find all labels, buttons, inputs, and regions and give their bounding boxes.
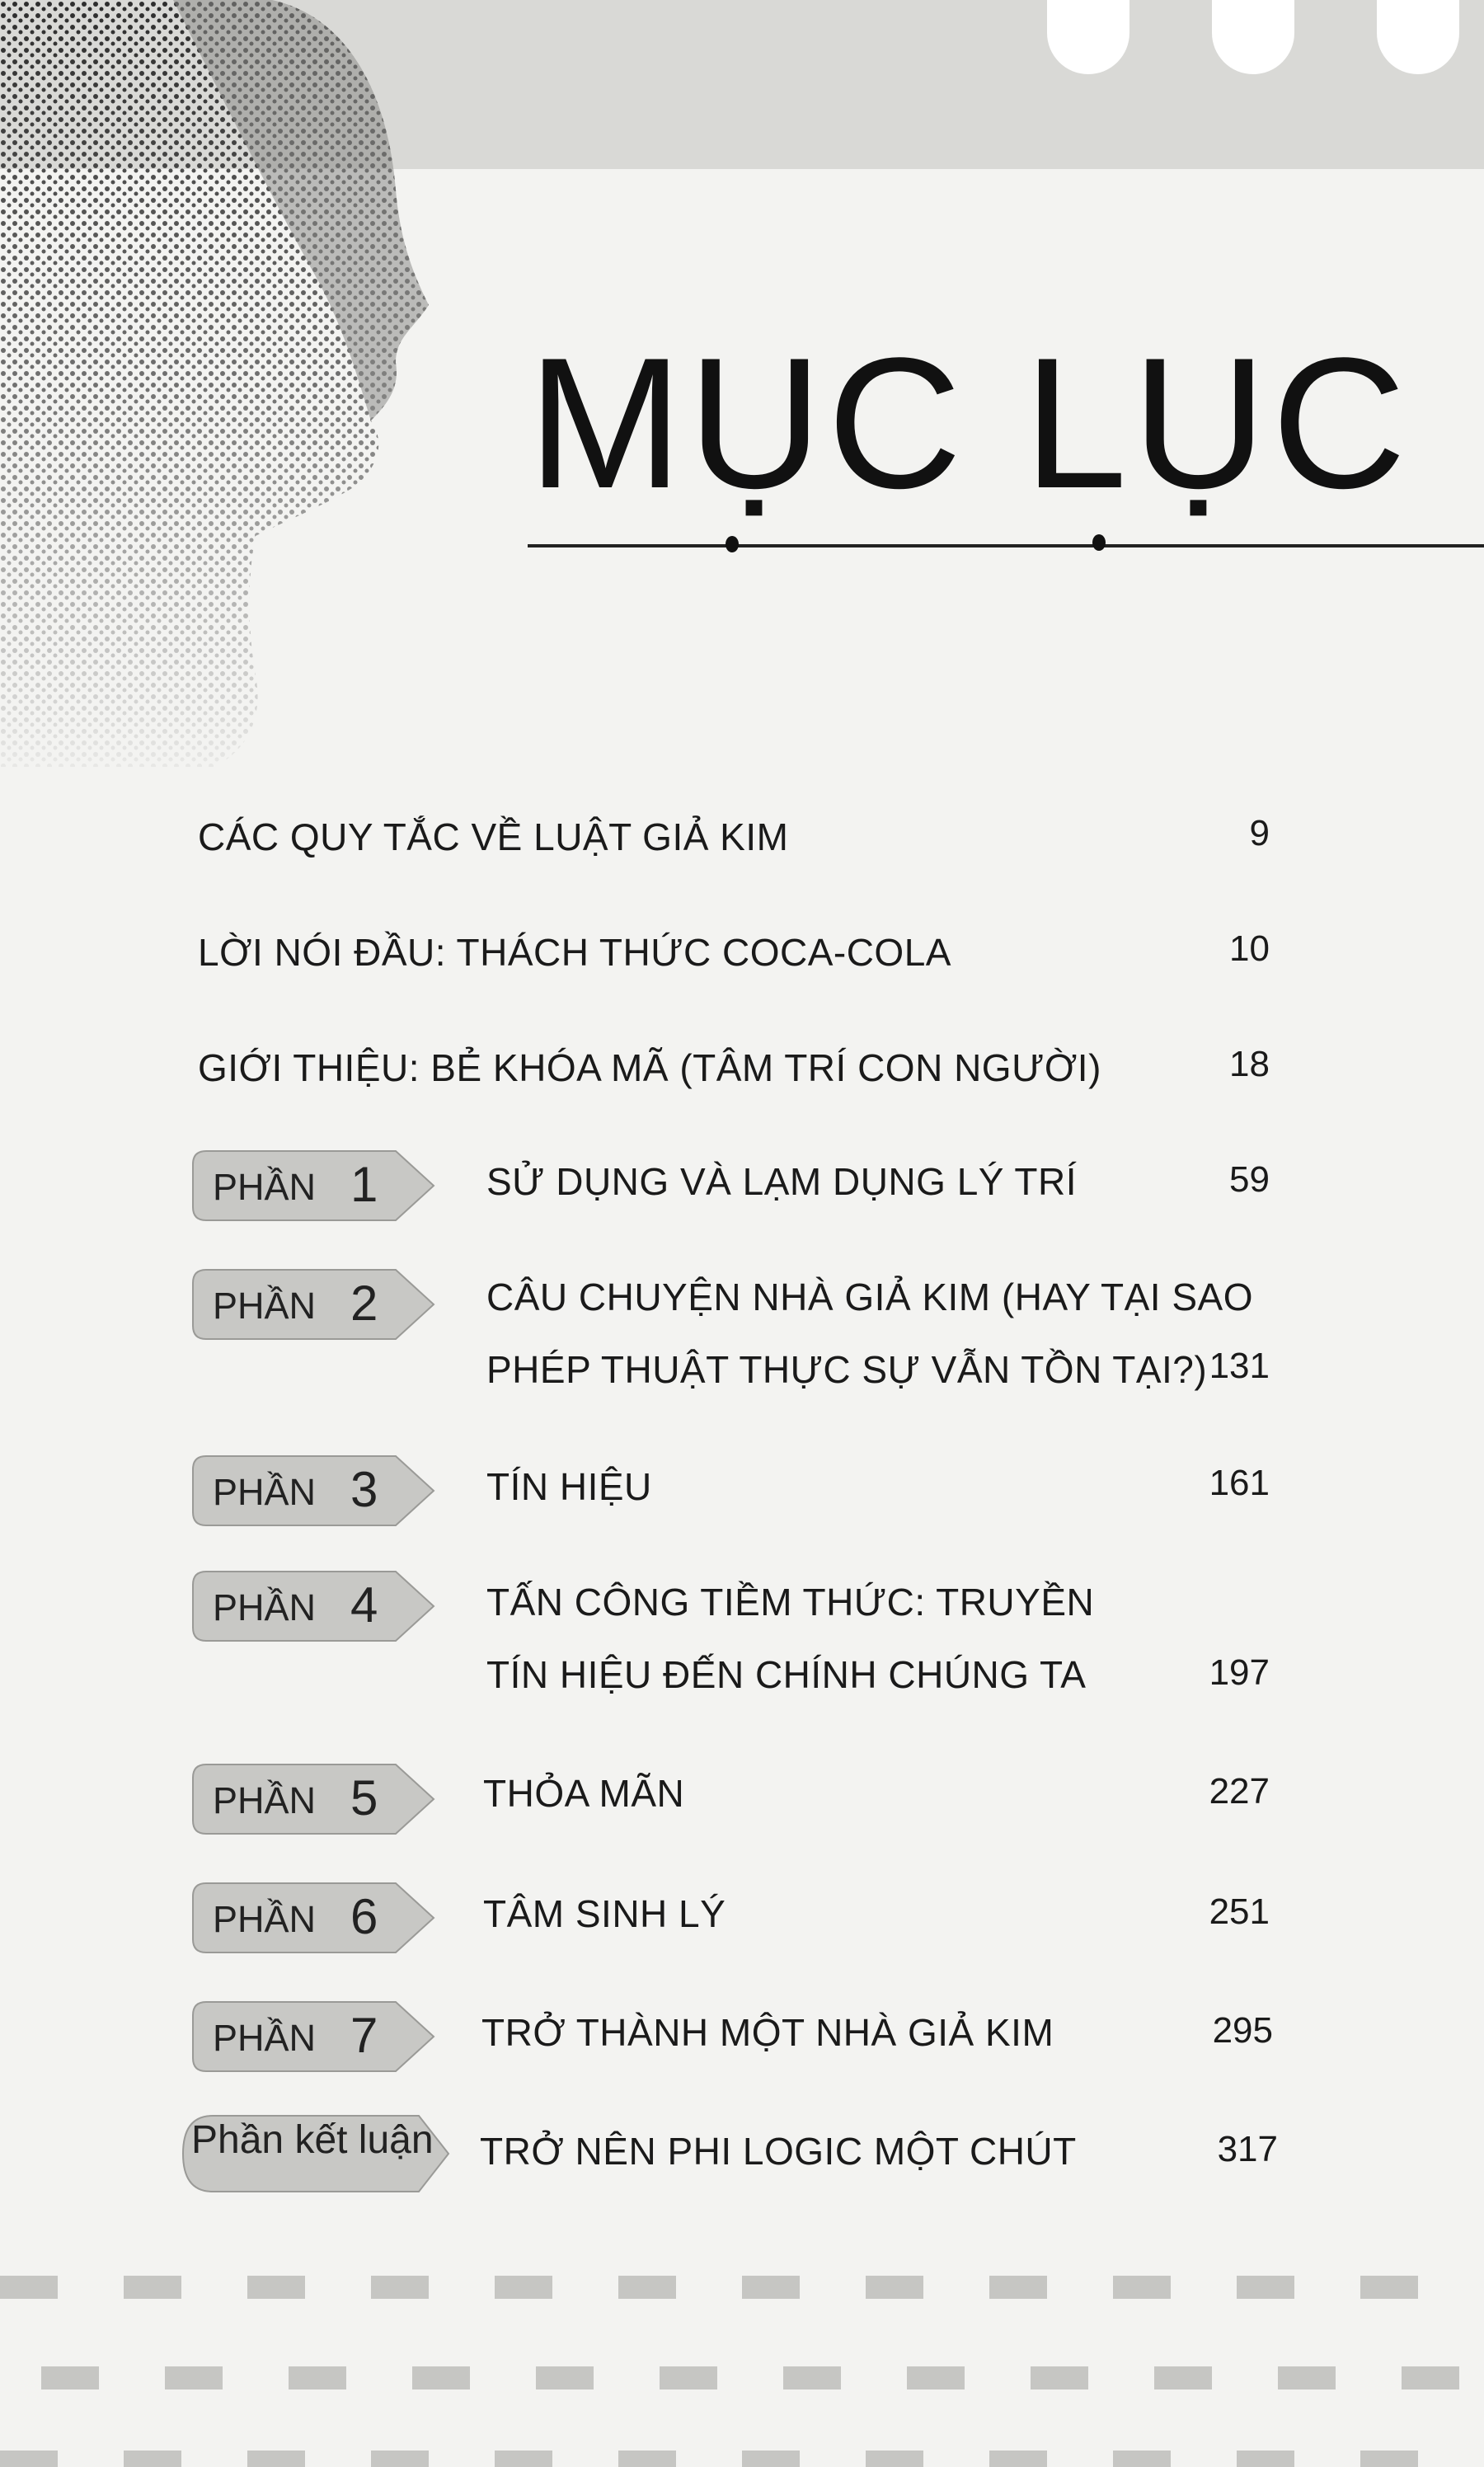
dash-mark — [289, 2366, 346, 2389]
part-number: 2 — [350, 1276, 378, 1331]
dash-mark — [1113, 2276, 1171, 2299]
dash-mark — [1113, 2451, 1171, 2467]
dash-mark — [371, 2451, 429, 2467]
dash-mark — [1237, 2451, 1294, 2467]
dash-mark — [124, 2451, 181, 2467]
dash-mark — [989, 2451, 1047, 2467]
toc-entry-part-1-page: 59 — [1229, 1159, 1270, 1200]
part-badge-1 — [190, 1148, 437, 1224]
toc-entry-part-4-page: 197 — [1209, 1652, 1270, 1693]
dash-mark — [1154, 2366, 1212, 2389]
dash-mark — [412, 2366, 470, 2389]
part-label: PHẦN — [213, 1779, 317, 1821]
dash-mark — [1278, 2366, 1336, 2389]
part-label: PHẦN — [213, 2017, 317, 2059]
dash-mark — [247, 2276, 305, 2299]
dash-mark — [371, 2276, 429, 2299]
toc-entry-part-6-page: 251 — [1209, 1891, 1270, 1932]
dash-mark — [618, 2276, 676, 2299]
part-label: PHẦN — [213, 1285, 317, 1327]
dash-mark — [0, 2451, 58, 2467]
dash-mark — [1031, 2366, 1088, 2389]
toc-entry-conclusion-page: 317 — [1217, 2129, 1278, 2169]
dash-mark — [495, 2451, 552, 2467]
toc-entry-part-7-page: 295 — [1212, 2010, 1273, 2051]
dash-mark — [1360, 2451, 1418, 2467]
toc-entry-preface-page: 10 — [1229, 928, 1270, 969]
part-label: PHẦN — [213, 1166, 317, 1208]
dash-mark — [783, 2366, 841, 2389]
toc-entry-part-3-title[interactable]: TÍN HIỆU — [486, 1465, 652, 1508]
dash-mark — [41, 2366, 99, 2389]
part-number: 4 — [350, 1577, 378, 1633]
part-badge-4 — [190, 1568, 437, 1644]
dash-mark — [0, 2276, 58, 2299]
toc-entry-preface-title[interactable]: LỜI NÓI ĐẦU: THÁCH THỨC COCA-COLA — [198, 931, 951, 974]
dash-mark — [742, 2451, 800, 2467]
dash-mark — [907, 2366, 965, 2389]
toc-entry-part-4-title-line-2[interactable]: TÍN HIỆU ĐẾN CHÍNH CHÚNG TA — [486, 1653, 1087, 1696]
dash-mark — [536, 2366, 594, 2389]
part-badge-6 — [190, 1880, 437, 1956]
dash-mark — [247, 2451, 305, 2467]
toc-entry-part-3-page: 161 — [1209, 1463, 1270, 1503]
toc-entry-introduction-title[interactable]: GIỚI THIỆU: BẺ KHÓA MÃ (TÂM TRÍ CON NGƯỜI) — [198, 1046, 1101, 1089]
conclusion-label: Phần kết luận — [191, 2118, 434, 2162]
head-silhouette-illustration — [0, 0, 462, 775]
underline-dot — [1092, 534, 1106, 551]
part-badge-7 — [190, 1999, 437, 2075]
dash-mark — [866, 2276, 923, 2299]
dash-mark — [124, 2276, 181, 2299]
dash-mark — [1360, 2276, 1418, 2299]
part-label: PHẦN — [213, 1471, 317, 1513]
dash-mark — [866, 2451, 923, 2467]
underline-dot — [726, 536, 739, 552]
part-label: PHẦN — [213, 1898, 317, 1940]
part-number: 5 — [350, 1770, 378, 1826]
title-underline — [528, 544, 1484, 547]
toc-entry-rules-title[interactable]: CÁC QUY TẮC VỀ LUẬT GIẢ KIM — [198, 815, 789, 858]
part-number: 7 — [350, 2008, 378, 2063]
part-badge-2 — [190, 1266, 437, 1342]
dash-mark — [495, 2276, 552, 2299]
part-number: 1 — [350, 1157, 378, 1212]
toc-entry-part-1-title[interactable]: SỬ DỤNG VÀ LẠM DỤNG LÝ TRÍ — [486, 1160, 1078, 1203]
toc-entry-part-5-title[interactable]: THỎA MÃN — [483, 1772, 685, 1815]
toc-entry-part-7-title[interactable]: TRỞ THÀNH MỘT NHÀ GIẢ KIM — [481, 2011, 1054, 2054]
part-badge-3 — [190, 1453, 437, 1529]
toc-entry-introduction-page: 18 — [1229, 1044, 1270, 1084]
part-number: 6 — [350, 1889, 378, 1944]
page-title: MỤC LỤC — [528, 318, 1411, 527]
toc-entry-part-5-page: 227 — [1209, 1771, 1270, 1811]
toc-entry-part-2-title-line-1[interactable]: CÂU CHUYỆN NHÀ GIẢ KIM (HAY TẠI SAO — [486, 1276, 1253, 1318]
dash-mark — [742, 2276, 800, 2299]
dash-mark — [165, 2366, 223, 2389]
part-label: PHẦN — [213, 1586, 317, 1628]
toc-entry-part-4-title-line-1[interactable]: TẤN CÔNG TIỀM THỨC: TRUYỀN — [486, 1581, 1095, 1624]
decorative-dash-pattern — [0, 2259, 1484, 2467]
toc-entry-part-2-title-line-2[interactable]: PHÉP THUẬT THỰC SỰ VẪN TỒN TẠI?) — [486, 1348, 1208, 1391]
dash-mark — [989, 2276, 1047, 2299]
dash-mark — [660, 2366, 717, 2389]
toc-entry-conclusion-title[interactable]: TRỞ NÊN PHI LOGIC MỘT CHÚT — [480, 2130, 1077, 2173]
part-badge-5 — [190, 1761, 437, 1837]
toc-entry-part-2-page: 131 — [1209, 1346, 1270, 1386]
toc-entry-part-6-title[interactable]: TÂM SINH LÝ — [483, 1892, 726, 1935]
dash-mark — [1237, 2276, 1294, 2299]
dash-mark — [1402, 2366, 1459, 2389]
dash-mark — [618, 2451, 676, 2467]
part-number: 3 — [350, 1462, 378, 1517]
toc-entry-rules-page: 9 — [1249, 813, 1270, 853]
